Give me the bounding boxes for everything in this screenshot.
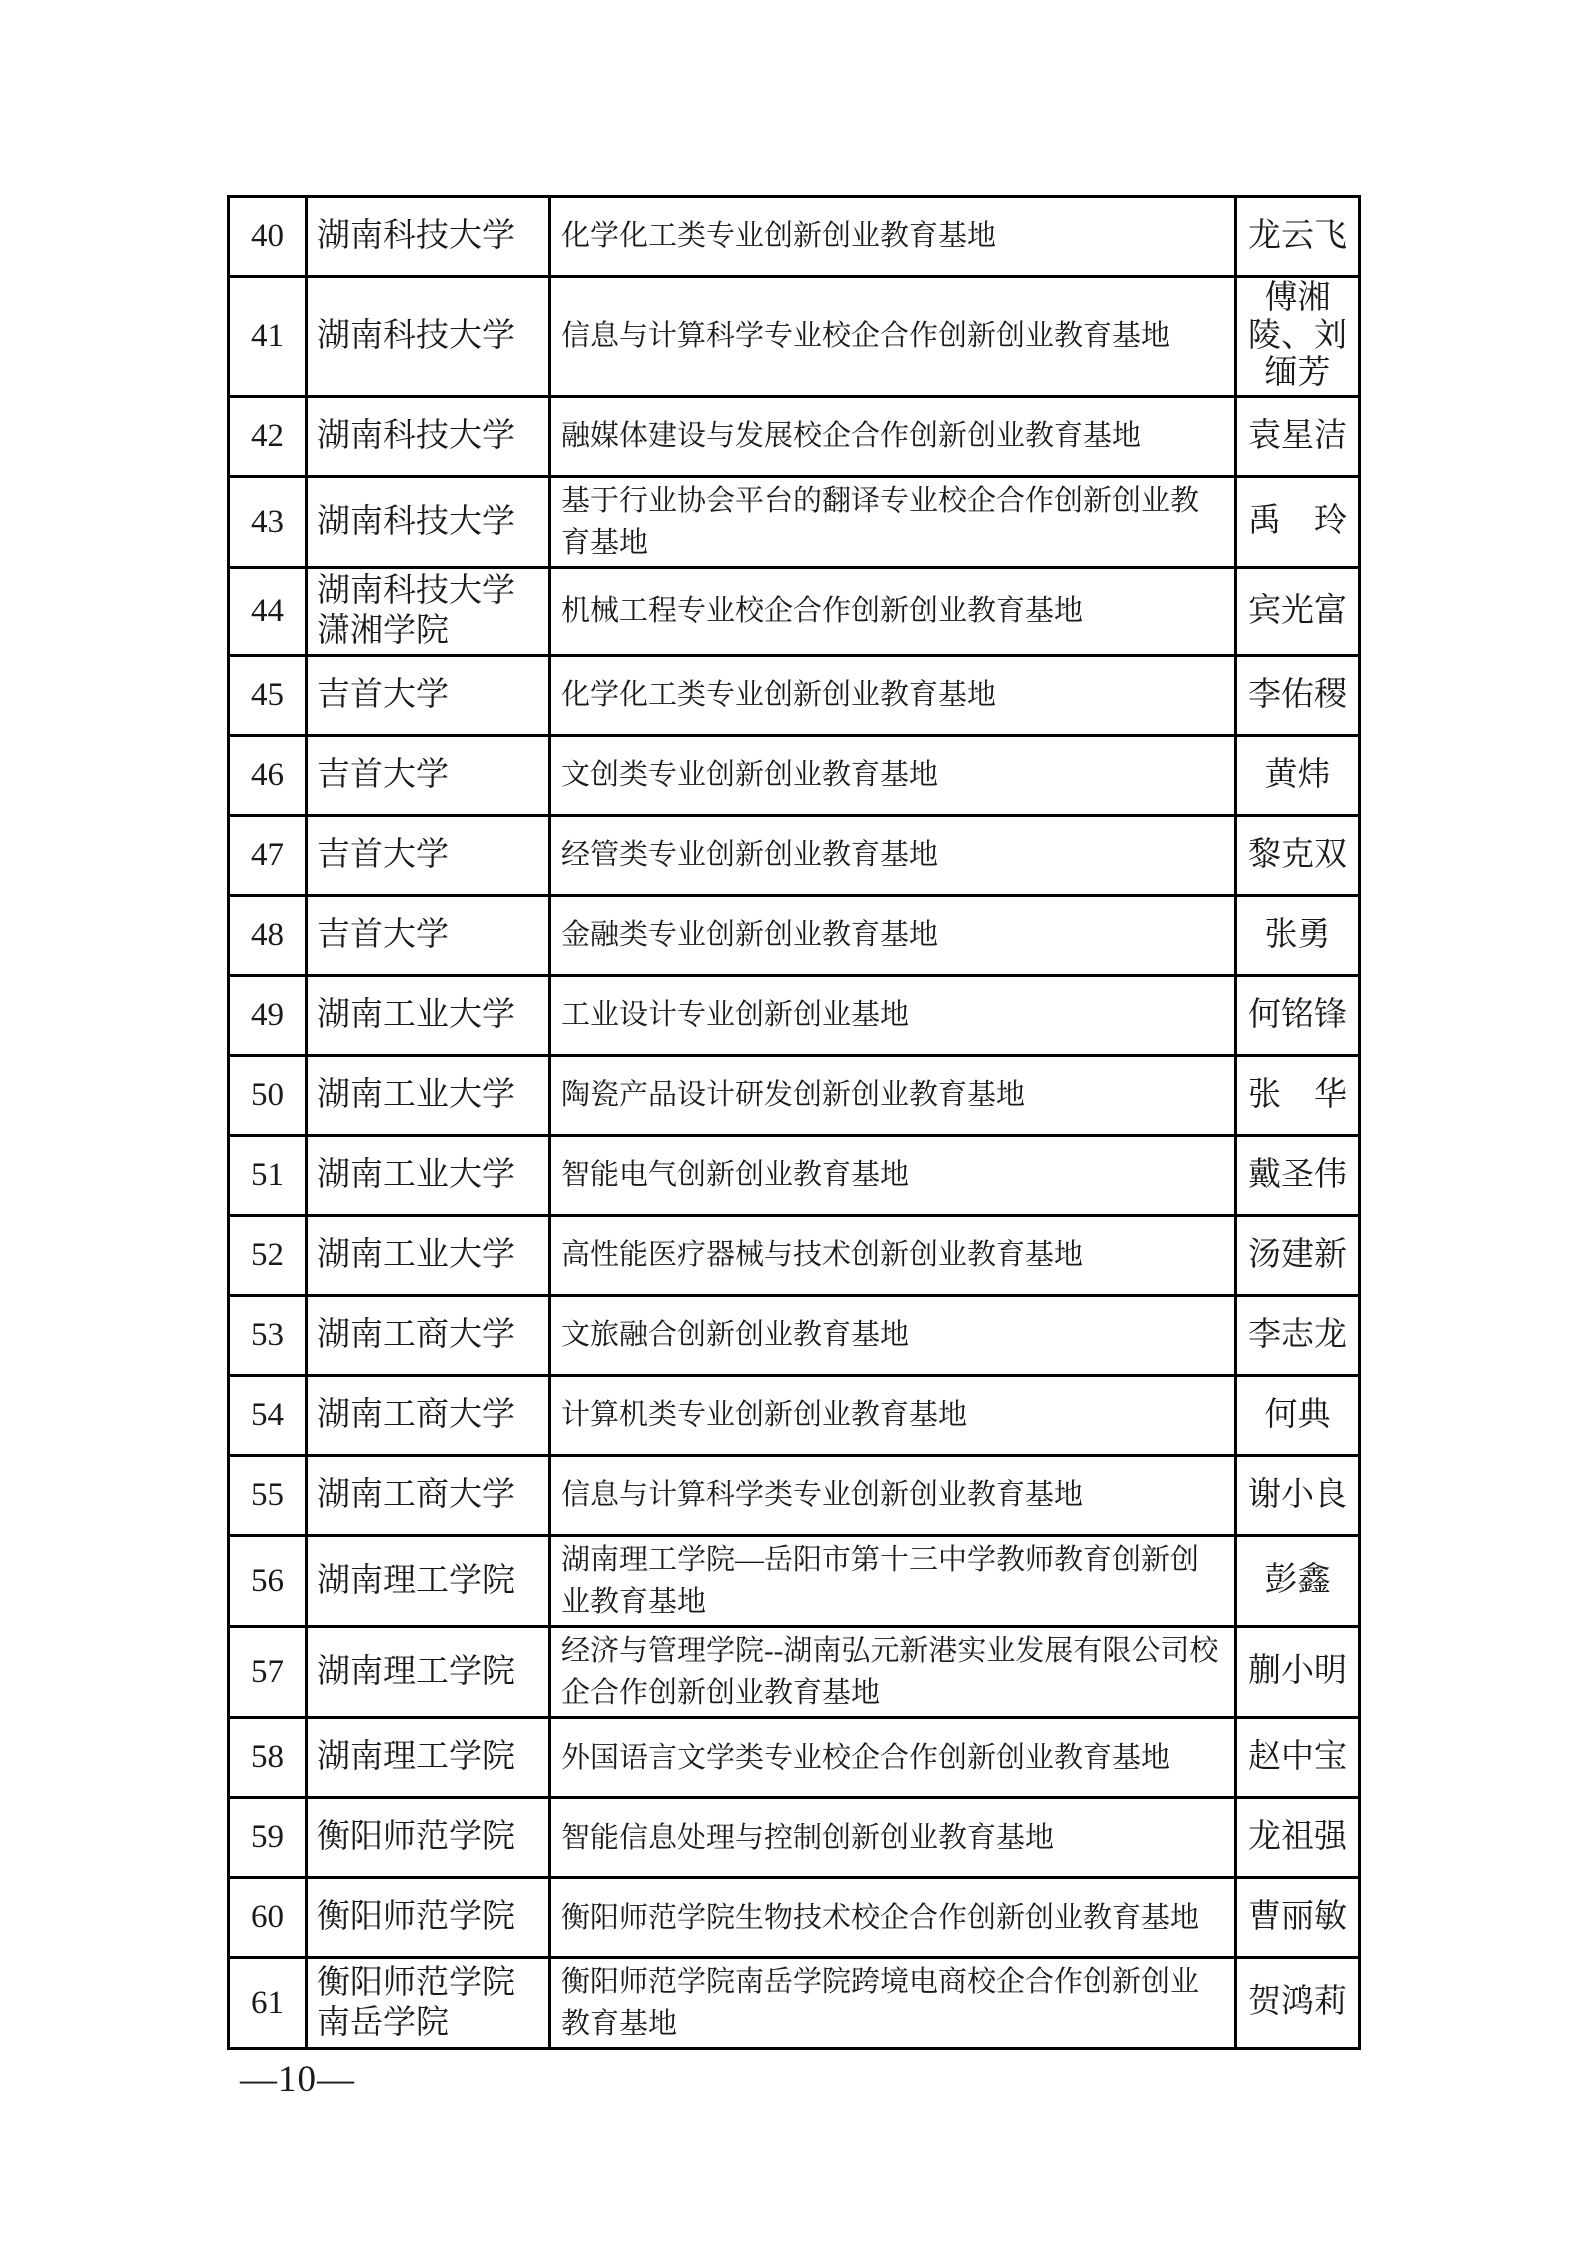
row-number-cell: 50	[229, 1055, 307, 1135]
base-name-cell: 外国语言文学类专业校企合作创新创业教育基地	[550, 1718, 1236, 1798]
table-row	[229, 1718, 1360, 1798]
row-number-cell: 43	[229, 476, 307, 567]
base-name-cell: 基于行业协会平台的翻译专业校企合作创新创业教育基地	[550, 476, 1236, 567]
leader-cell: 禹 玲	[1236, 476, 1360, 567]
table-row	[229, 1455, 1360, 1535]
school-cell: 衡阳师范学院	[307, 1798, 550, 1878]
table-row	[229, 815, 1360, 895]
school-cell: 湖南工业大学	[307, 1215, 550, 1295]
base-name-cell: 陶瓷产品设计研发创新创业教育基地	[550, 1055, 1236, 1135]
base-name-cell: 经济与管理学院--湖南弘元新港实业发展有限公司校企合作创新创业教育基地	[550, 1627, 1236, 1718]
leader-cell: 李志龙	[1236, 1295, 1360, 1375]
base-name-cell: 化学化工类专业创新创业教育基地	[550, 655, 1236, 735]
row-number-cell: 52	[229, 1215, 307, 1295]
school-cell: 湖南科技大学	[307, 396, 550, 476]
base-name-cell: 融媒体建设与发展校企合作创新创业教育基地	[550, 396, 1236, 476]
school-cell: 吉首大学	[307, 815, 550, 895]
school-cell: 吉首大学	[307, 735, 550, 815]
leader-cell: 黄炜	[1236, 735, 1360, 815]
leader-cell: 傅湘陵、刘缅芳	[1236, 277, 1360, 397]
table-row	[229, 1135, 1360, 1215]
school-cell: 湖南工商大学	[307, 1455, 550, 1535]
table-row	[229, 396, 1360, 476]
leader-cell: 何铭锋	[1236, 975, 1360, 1055]
table-row	[229, 1798, 1360, 1878]
table-row	[229, 1375, 1360, 1455]
base-name-cell: 文旅融合创新创业教育基地	[550, 1295, 1236, 1375]
row-number-cell: 47	[229, 815, 307, 895]
row-number-cell: 41	[229, 277, 307, 397]
leader-cell: 汤建新	[1236, 1215, 1360, 1295]
row-number-cell: 51	[229, 1135, 307, 1215]
leader-cell: 李佑稷	[1236, 655, 1360, 735]
school-cell: 湖南工业大学	[307, 975, 550, 1055]
leader-cell: 何典	[1236, 1375, 1360, 1455]
base-name-cell: 智能信息处理与控制创新创业教育基地	[550, 1798, 1236, 1878]
base-name-cell: 化学化工类专业创新创业教育基地	[550, 197, 1236, 277]
table-row	[229, 1535, 1360, 1626]
base-name-cell: 工业设计专业创新创业基地	[550, 975, 1236, 1055]
leader-cell: 宾光富	[1236, 567, 1360, 655]
school-cell: 湖南工业大学	[307, 1135, 550, 1215]
leader-cell: 曹丽敏	[1236, 1878, 1360, 1958]
school-cell: 湖南科技大学	[307, 476, 550, 567]
school-cell: 湖南工商大学	[307, 1295, 550, 1375]
school-cell: 吉首大学	[307, 895, 550, 975]
table-row	[229, 277, 1360, 397]
row-number-cell: 46	[229, 735, 307, 815]
base-name-cell: 智能电气创新创业教育基地	[550, 1135, 1236, 1215]
row-number-cell: 57	[229, 1627, 307, 1718]
row-number-cell: 40	[229, 197, 307, 277]
row-number-cell: 48	[229, 895, 307, 975]
row-number-cell: 61	[229, 1958, 307, 2049]
table-row	[229, 655, 1360, 735]
base-name-cell: 衡阳师范学院生物技术校企合作创新创业教育基地	[550, 1878, 1236, 1958]
base-name-cell: 湖南理工学院—岳阳市第十三中学教师教育创新创业教育基地	[550, 1535, 1236, 1626]
row-number-cell: 56	[229, 1535, 307, 1626]
school-cell: 衡阳师范学院南岳学院	[307, 1958, 550, 2049]
base-name-cell: 高性能医疗器械与技术创新创业教育基地	[550, 1215, 1236, 1295]
leader-cell: 戴圣伟	[1236, 1135, 1360, 1215]
leader-cell: 赵中宝	[1236, 1718, 1360, 1798]
base-name-cell: 文创类专业创新创业教育基地	[550, 735, 1236, 815]
school-cell: 湖南工业大学	[307, 1055, 550, 1135]
page-number: —10—	[240, 2059, 355, 2100]
school-cell: 湖南科技大学	[307, 277, 550, 397]
row-number-cell: 60	[229, 1878, 307, 1958]
base-name-cell: 经管类专业创新创业教育基地	[550, 815, 1236, 895]
leader-cell: 龙祖强	[1236, 1798, 1360, 1878]
school-cell: 湖南科技大学潇湘学院	[307, 567, 550, 655]
table-row	[229, 1958, 1360, 2049]
base-name-cell: 计算机类专业创新创业教育基地	[550, 1375, 1236, 1455]
leader-cell: 张勇	[1236, 895, 1360, 975]
table-row	[229, 1055, 1360, 1135]
row-number-cell: 59	[229, 1798, 307, 1878]
leader-cell: 蒯小明	[1236, 1627, 1360, 1718]
base-name-cell: 衡阳师范学院南岳学院跨境电商校企合作创新创业教育基地	[550, 1958, 1236, 2049]
school-cell: 湖南理工学院	[307, 1627, 550, 1718]
row-number-cell: 45	[229, 655, 307, 735]
table-row	[229, 975, 1360, 1055]
leader-cell: 张 华	[1236, 1055, 1360, 1135]
table-row	[229, 1878, 1360, 1958]
leader-cell: 彭鑫	[1236, 1535, 1360, 1626]
school-cell: 湖南理工学院	[307, 1535, 550, 1626]
school-cell: 衡阳师范学院	[307, 1878, 550, 1958]
table-row	[229, 567, 1360, 655]
leader-cell: 龙云飞	[1236, 197, 1360, 277]
row-number-cell: 58	[229, 1718, 307, 1798]
base-name-cell: 信息与计算科学类专业创新创业教育基地	[550, 1455, 1236, 1535]
base-name-cell: 金融类专业创新创业教育基地	[550, 895, 1236, 975]
table-row	[229, 1627, 1360, 1718]
school-cell: 湖南工商大学	[307, 1375, 550, 1455]
leader-cell: 黎克双	[1236, 815, 1360, 895]
base-name-cell: 信息与计算科学专业校企合作创新创业教育基地	[550, 277, 1236, 397]
leader-cell: 贺鸿莉	[1236, 1958, 1360, 2049]
row-number-cell: 55	[229, 1455, 307, 1535]
row-number-cell: 53	[229, 1295, 307, 1375]
school-cell: 湖南科技大学	[307, 197, 550, 277]
row-number-cell: 49	[229, 975, 307, 1055]
school-cell: 吉首大学	[307, 655, 550, 735]
leader-cell: 袁星洁	[1236, 396, 1360, 476]
education-bases-table	[227, 195, 1361, 2050]
table-row	[229, 895, 1360, 975]
row-number-cell: 54	[229, 1375, 307, 1455]
table-row	[229, 1215, 1360, 1295]
table-row	[229, 735, 1360, 815]
table-row	[229, 197, 1360, 277]
school-cell: 湖南理工学院	[307, 1718, 550, 1798]
row-number-cell: 42	[229, 396, 307, 476]
row-number-cell: 44	[229, 567, 307, 655]
table-row	[229, 476, 1360, 567]
table-row	[229, 1295, 1360, 1375]
leader-cell: 谢小良	[1236, 1455, 1360, 1535]
base-name-cell: 机械工程专业校企合作创新创业教育基地	[550, 567, 1236, 655]
